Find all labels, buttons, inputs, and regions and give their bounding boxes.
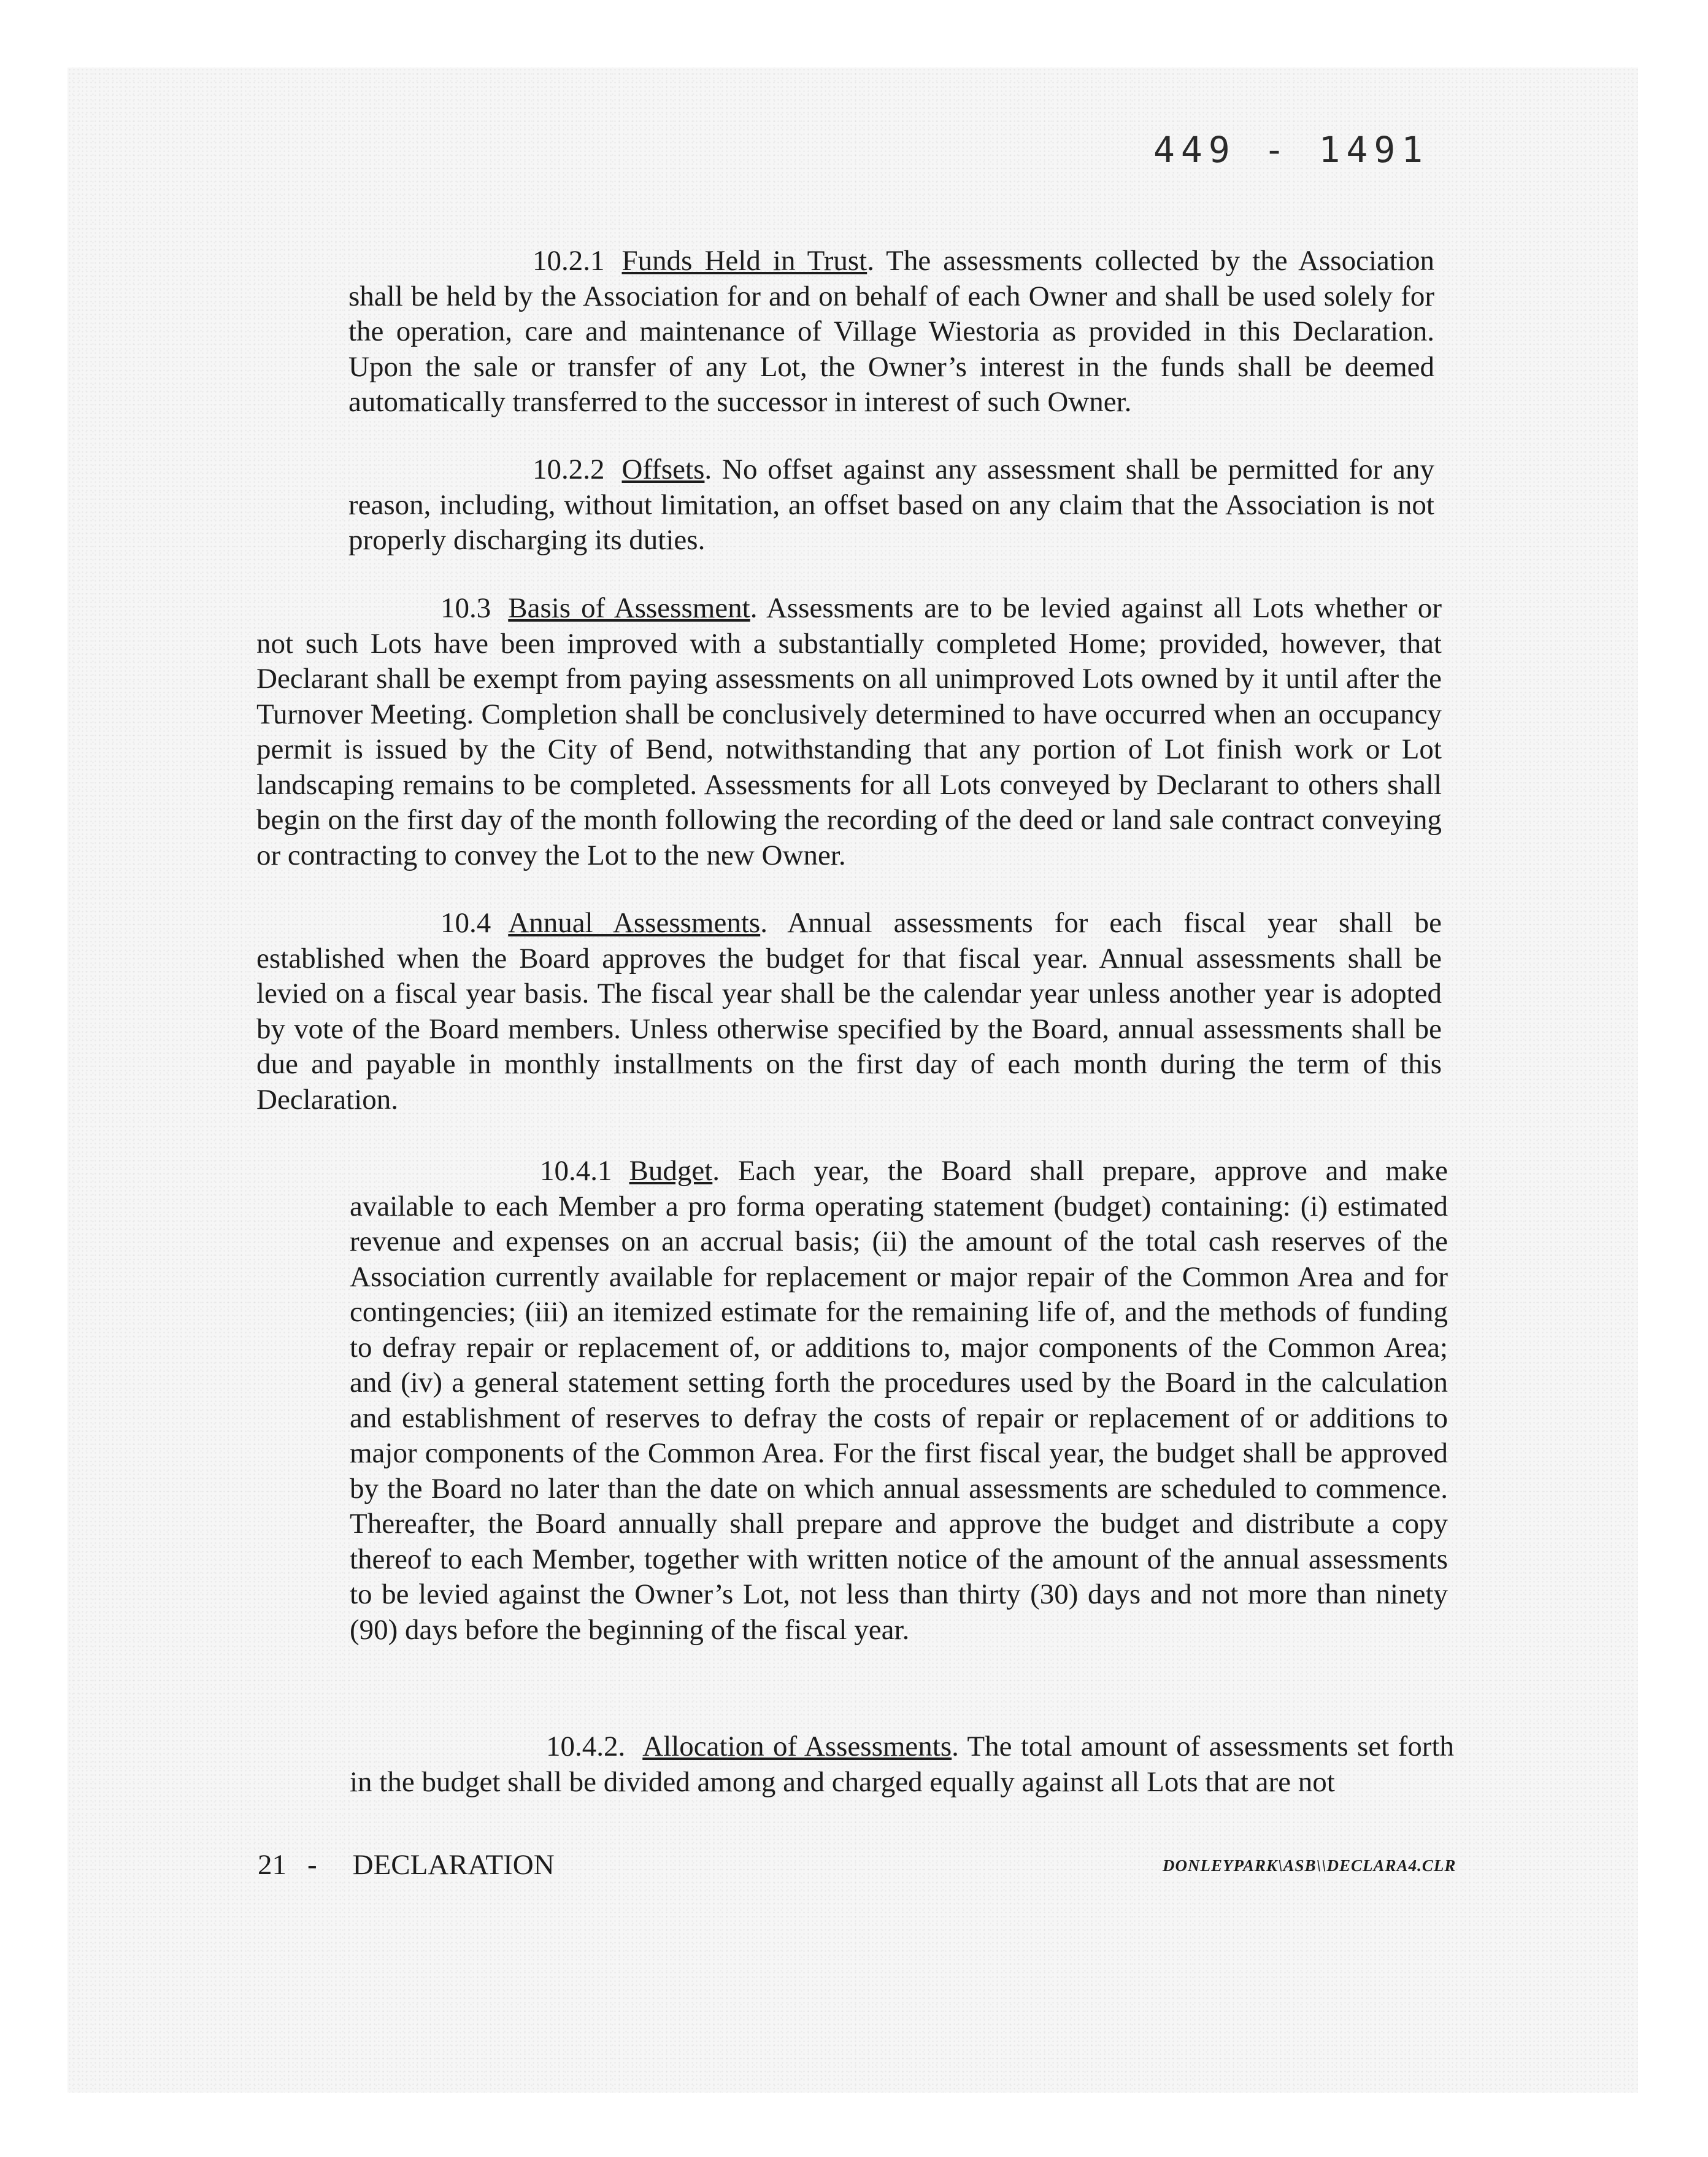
section-number: 10.4.1 <box>540 1155 612 1187</box>
section-number: 10.4.2. <box>546 1731 626 1762</box>
section-10-4-2: 10.4.2. Allocation of Assessments. The total amount of assessments set forth in the budget shall be divided among and charged equally against all Lots that are not <box>350 1731 1455 1798</box>
section-title: Annual Assessments <box>508 907 761 939</box>
section-text: No offset against any assessment shall be permitted for any reason, including, without limitation, an offset based on any claim that the Association is not properly discharging its duties. <box>348 453 1435 556</box>
section-text: The total amount of assessments set forth in the budget shall be divided among and charged equally against all Lots that are not <box>350 1731 1455 1798</box>
section-title: Basis of Assessment <box>508 592 750 624</box>
section-10-3: 10.3 Basis of Assessment. Assessments are to be levied against all Lots whether or not such Lots have been improved with a substantially completed Home; provided, however, that Declarant shall be exempt from paying assessments on all unimproved Lots owned by it until after the Turnover Meeting. Completion shall be conclusively determined to have occurred when an occupancy permit is issued by the City of Bend, notwithstanding that any portion of Lot finish work or Lot landscaping remains to be completed. Assessments for all Lots conveyed by Declarant to others shall begin on the first day of the month following the recording of the deed or land sale contract conveying or contracting to convey the Lot to the new Owner. <box>256 592 1442 871</box>
section-10-4: 10.4 Annual Assessments. Annual assessments for each fiscal year shall be established when the Board approves the budget for that fiscal year. Annual assessments shall be levied on a fiscal year basis. The fiscal year shall be the calendar year unless another year is adopted by vote of the Board members. Unless otherwise specified by the Board, annual assessments shall be due and payable in monthly installments on the first day of each month during the term of this Declaration. <box>256 907 1442 1116</box>
section-number: 10.3 <box>440 592 491 624</box>
section-title: Offsets <box>621 453 705 485</box>
section-text: Each year, the Board shall prepare, approve and make available to each Member a pro forma operating statement (budget) containing: (i) estimated revenue and expenses on an accrual basis; (ii) the amount of the total cash reserves of the Association currently available for replacement or major repair of the Common Area and for contingencies; (iii) an itemized estimate for the remaining life of, and the methods of funding to defray repair or replacement of, or additions to, major components of the Common Area; and (iv) a general statement setting forth the procedures used by the Board in the calculation and establishment of reserves to defray the costs of repair or replacement of or additions to major components of the Common Area. For the first fiscal year, the budget shall be approved by the Board no later than the date on which annual assessments are scheduled to commence. Thereafter, the Board annually shall prepare and approve the budget and distribute a copy thereof to each Member, together with written notice of the amount of the annual assessments to be levied against the Owner’s Lot, not less than thirty (30) days and not more than ninety (90) days before the beginning of the fiscal year. <box>350 1155 1448 1646</box>
section-text: Annual assessments for each fiscal year shall be established when the Board approves the budget for that fiscal year. Annual assessments shall be levied on a fiscal year basis. The fiscal year shall be the calendar year unless another year is adopted by vote of the Board members. Unless otherwise specified by the Board, annual assessments shall be due and payable in monthly installments on the first day of each month during the term of this Declaration. <box>256 907 1442 1116</box>
section-title: Funds Held in Trust <box>621 245 867 277</box>
section-number: 10.2.2 <box>533 453 605 485</box>
section-number: 10.4 <box>440 907 491 939</box>
document-title: DECLARATION <box>352 1849 555 1881</box>
page-number: 21 <box>258 1849 287 1881</box>
section-text: Assessments are to be levied against all Lots whether or not such Lots have been improved with a substantially completed Home; provided, however, that Declarant shall be exempt from paying assessments on all unimproved Lots owned by it until after the Turnover Meeting. Completion shall be conclusively determined to have occurred when an occupancy permit is issued by the City of Bend, notwithstanding that any portion of Lot finish work or Lot landscaping remains to be completed. Assessments for all Lots conveyed by Declarant to others shall begin on the first day of the month following the recording of the deed or land sale contract conveying or contracting to convey the Lot to the new Owner. <box>256 592 1442 871</box>
section-10-4-1: 10.4.1 Budget. Each year, the Board shall prepare, approve and make available to each Member a pro forma operating statement (budget) containing: (i) estimated revenue and expenses on an accrual basis; (ii) the amount of the total cash reserves of the Association currently available for replacement or major repair of the Common Area and for contingencies; (iii) an itemized estimate for the remaining life of, and the methods of funding to defray repair or replacement of, or additions to, major components of the Common Area; and (iv) a general statement setting forth the procedures used by the Board in the calculation and establishment of reserves to defray the costs of repair or replacement of or additions to major components of the Common Area. For the first fiscal year, the budget shall be approved by the Board no later than the date on which annual assessments are scheduled to commence. Thereafter, the Board annually shall prepare and approve the budget and distribute a copy thereof to each Member, together with written notice of the amount of the annual assessments to be levied against the Owner’s Lot, not less than thirty (30) days and not more than ninety (90) days before the beginning of the fiscal year. <box>350 1155 1448 1646</box>
book-page-stamp: 449 - 1491 <box>1153 129 1429 171</box>
section-number: 10.2.1 <box>533 245 605 277</box>
section-10-2-1: 10.2.1 Funds Held in Trust. The assessments collected by the Association shall be held by the Association for and on behalf of each Owner and shall be used solely for the operation, care and maintenance of Village Wiestoria as provided in this Declaration. Upon the sale or transfer of any Lot, the Owner’s interest in the funds shall be deemed automatically transferred to the successor in interest of such Owner. <box>348 245 1434 418</box>
section-title: Allocation of Assessments <box>642 1731 952 1762</box>
page-footer <box>258 1848 555 1881</box>
footer-separator: - <box>307 1849 317 1881</box>
section-10-2-2: 10.2.2 Offsets. No offset against any assessment shall be permitted for any reason, including, without limitation, an offset based on any claim that the Association is not properly discharging its duties. <box>348 453 1435 556</box>
section-text: The assessments collected by the Association shall be held by the Association for and on behalf of each Owner and shall be used solely for the operation, care and maintenance of Village Wiestoria as provided in this Declaration. Upon the sale or transfer of any Lot, the Owner’s interest in the funds shall be deemed automatically transferred to the successor in interest of such Owner. <box>348 245 1434 418</box>
file-path: DONLEYPARK\ASB\\DECLARA4.CLR <box>1163 1856 1456 1875</box>
section-title: Budget <box>629 1155 713 1187</box>
